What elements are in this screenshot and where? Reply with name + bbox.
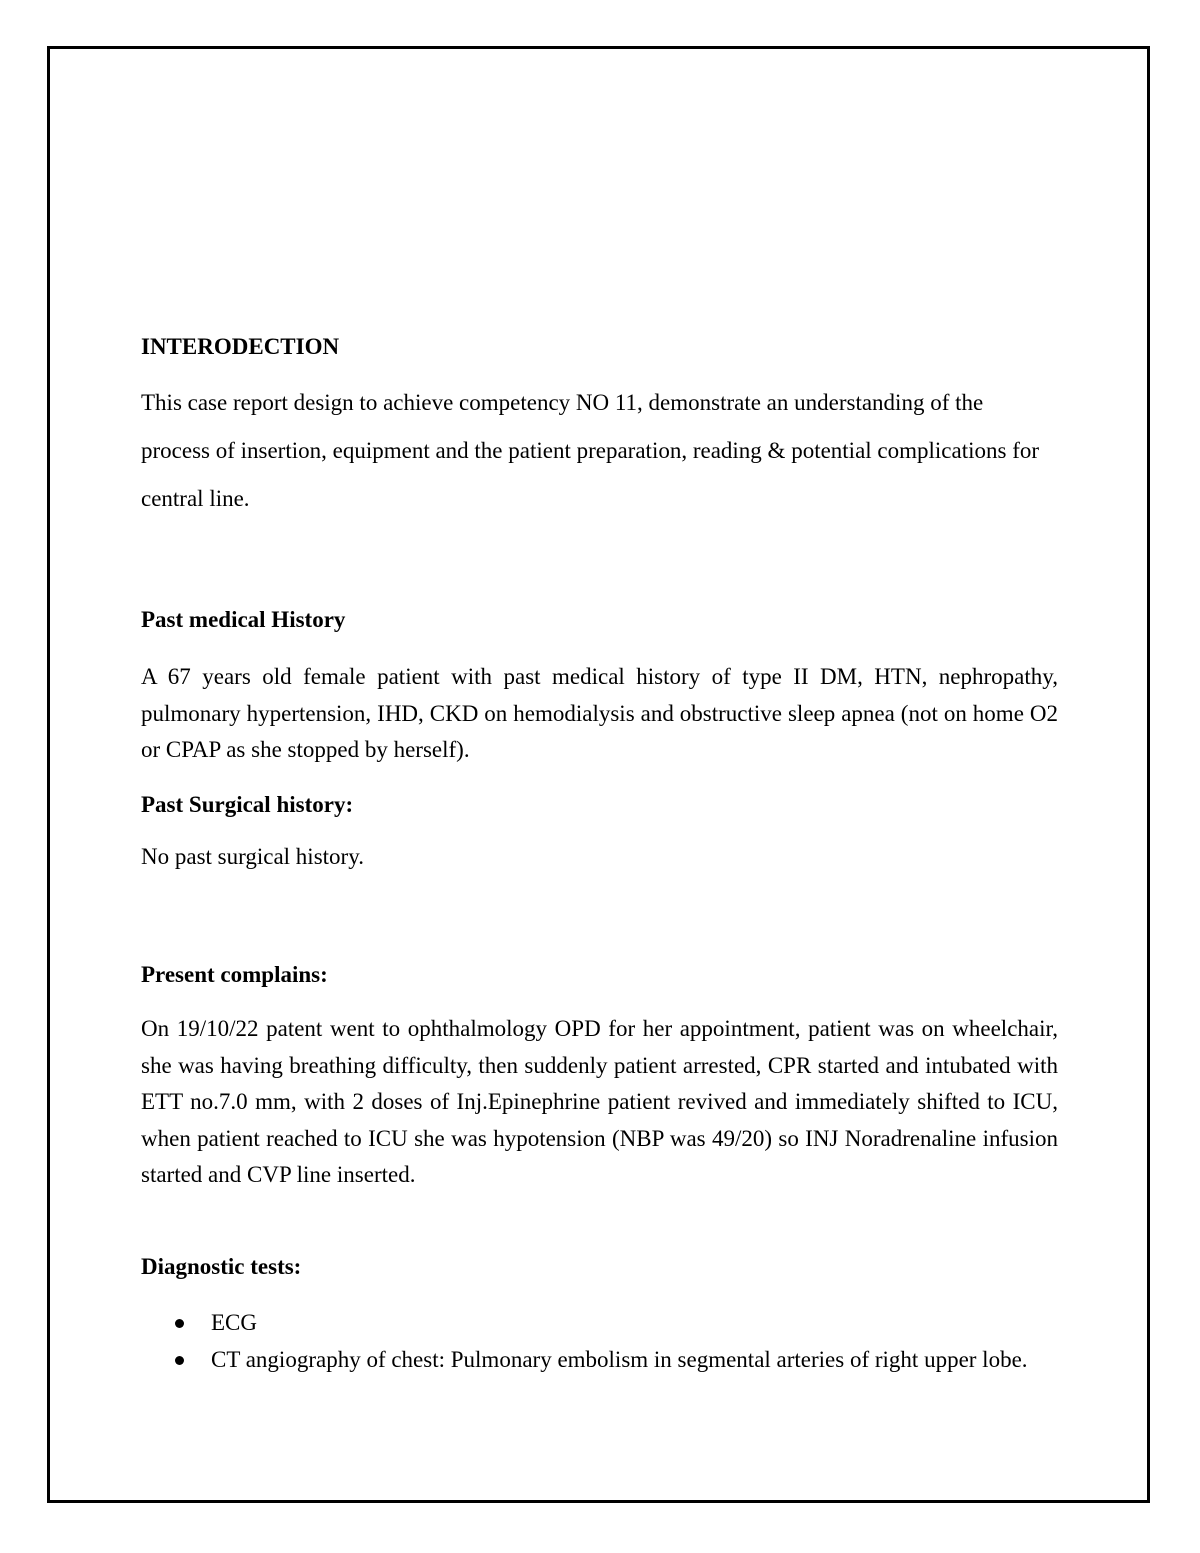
present-complaints-heading: Present complains: [141,962,328,987]
past-medical-heading: Past medical History [141,607,346,632]
bullet-icon [175,1319,184,1328]
diagnostic-tests-list [141,1305,1058,1378]
list-item [141,1342,1058,1379]
list-item-text: ECG [211,1310,257,1335]
past-surgical-heading: Past Surgical history: [141,792,354,817]
past-medical-paragraph: A 67 years old female patient with past medical history of type II DM, HTN, nephropathy, pulmonary hypertension, IHD, CKD on hemodialysis and obstructive sleep apnea (not on home O2 or CPAP as she stopped by herself). [141,664,1058,762]
list-item [141,1305,1058,1342]
diagnostic-tests-heading: Diagnostic tests: [141,1254,302,1279]
intro-heading: INTERODECTION [141,334,340,359]
intro-paragraph: This case report design to achieve competency NO 11, demonstrate an understanding of the process of insertion, equipment and the patient preparation, reading & potential complications for central line. [141,390,1040,511]
bullet-icon [175,1356,184,1365]
past-surgical-paragraph: No past surgical history. [141,844,364,869]
list-item-text: CT angiography of chest: Pulmonary embolism in segmental arteries of right upper lobe. [211,1346,1028,1372]
page-border [47,46,1150,1503]
present-complaints-paragraph: On 19/10/22 patent went to ophthalmology OPD for her appointment, patient was on wheelchair, she was having breathing difficulty, then suddenly patient arrested, CPR started and intubated with ETT no.7.0 mm, with 2 doses of Inj.Epinephrine patient revived and immediately shifted to ICU, when patient reached to ICU she was hypotension (NBP was 49/20) so INJ Noradrenaline infusion started and CVP line inserted. [141,1016,1058,1187]
